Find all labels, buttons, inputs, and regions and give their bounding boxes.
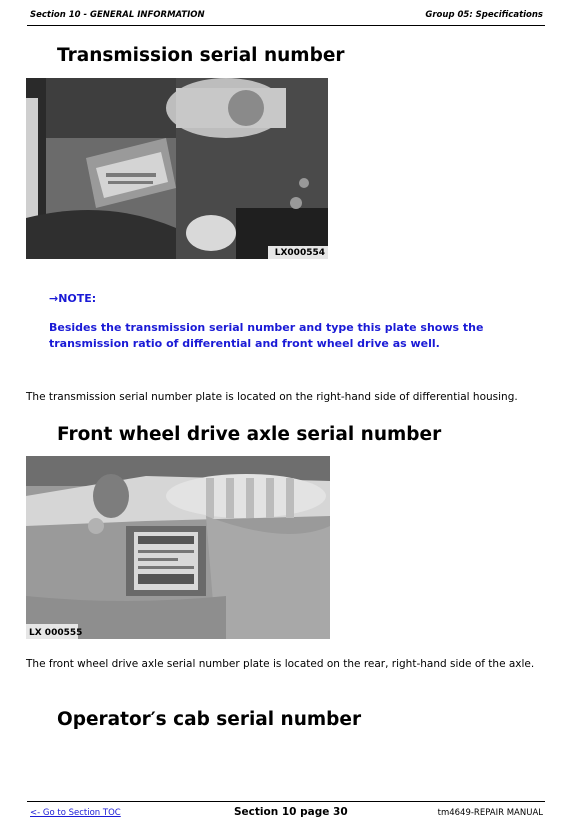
front-axle-plate-photo bbox=[26, 456, 330, 639]
group-heading: Group 05: Specifications bbox=[425, 10, 543, 20]
page-number: Section 10 page 30 bbox=[234, 806, 348, 818]
transmission-paragraph: The transmission serial number plate is located on the right-hand side of differential housing. bbox=[26, 391, 518, 403]
photo-label: LX000554 bbox=[274, 248, 325, 258]
photo-label: LX 000555 bbox=[29, 628, 83, 638]
transmission-serial-title: Transmission serial number bbox=[57, 45, 345, 66]
manual-id: tm4649-REPAIR MANUAL bbox=[437, 808, 543, 818]
transmission-plate-photo bbox=[26, 78, 328, 259]
note-label: →NOTE: bbox=[49, 292, 97, 305]
front-axle-paragraph: The front wheel drive axle serial number plate is located on the rear, right-hand side of the axle. bbox=[26, 658, 535, 670]
front-axle-serial-title: Front wheel drive axle serial number bbox=[57, 424, 442, 445]
footer-divider bbox=[27, 801, 545, 802]
page-header bbox=[30, 10, 543, 26]
section-toc-link[interactable]: <- Go to Section TOC bbox=[30, 808, 121, 818]
header-divider bbox=[27, 25, 545, 26]
section-heading: Section 10 - GENERAL INFORMATION bbox=[30, 10, 205, 20]
page-footer bbox=[30, 806, 543, 822]
cab-serial-title: Operator′s cab serial number bbox=[57, 709, 362, 730]
note-text: Besides the transmission serial number and type this plate shows the transmission ratio of differential and front wheel drive as well. bbox=[49, 321, 484, 350]
